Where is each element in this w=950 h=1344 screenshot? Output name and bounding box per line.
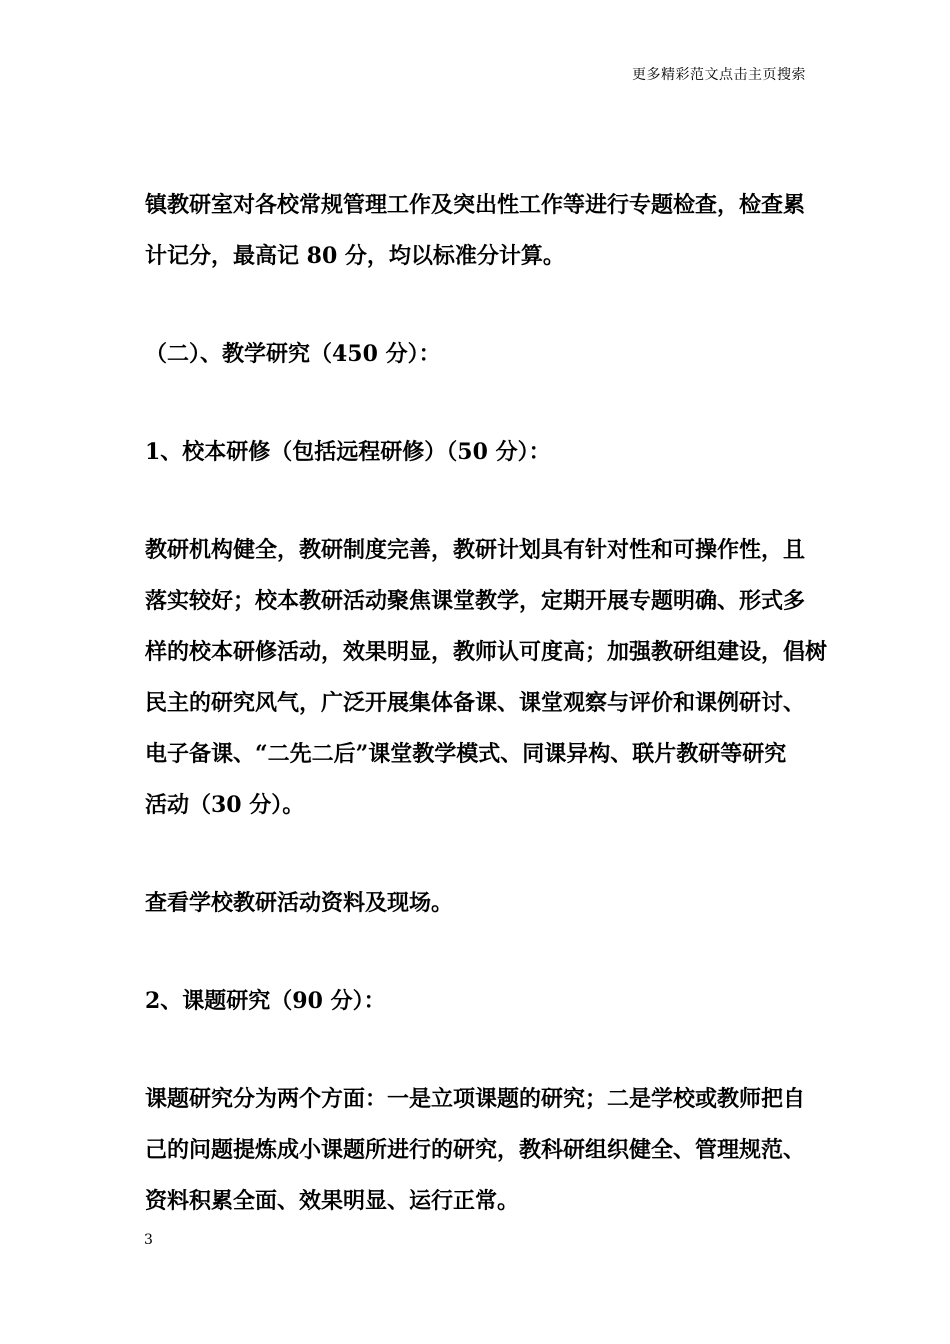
paragraph-topic-research xyxy=(145,1074,811,1227)
subsection-heading-topic-research xyxy=(145,976,811,1027)
text-line: 计记分，最高记 80 分，均以标准分计算。 xyxy=(145,243,565,269)
text-line: 镇教研室对各校常规管理工作及突出性工作等进行专题检查，检查累 xyxy=(145,192,806,218)
text-line: 落实较好；校本教研活动聚焦课堂教学，定期开展专题明确、形式多 xyxy=(145,588,806,614)
subsection-heading-school-training xyxy=(145,427,811,478)
page-number: 3 xyxy=(144,1232,153,1248)
text-line: （二）、教学研究（450 分）： xyxy=(145,341,441,367)
text-line: 1、校本研修（包括远程研修）（50 分）： xyxy=(145,439,551,465)
text-line: 活动（30 分）。 xyxy=(145,792,305,818)
text-line: 2、课题研究（90 分）： xyxy=(145,988,386,1014)
text-line: 电子备课、“二先二后”课堂教学模式、同课异构、联片教研等研究 xyxy=(145,741,787,767)
text-line: 课题研究分为两个方面：一是立项课题的研究；二是学校或教师把自 xyxy=(145,1086,806,1112)
text-line: 己的问题提炼成小课题所进行的研究，教科研组织健全、管理规范、 xyxy=(145,1137,806,1163)
text-line: 教研机构健全，教研制度完善，教研计划具有针对性和可操作性，且 xyxy=(145,537,806,563)
text-line: 资料积累全面、效果明显、运行正常。 xyxy=(145,1188,520,1214)
text-line: 样的校本研修活动，效果明显，教师认可度高；加强教研组建设，倡树 xyxy=(145,639,828,665)
paragraph-inspection-method xyxy=(145,878,811,929)
paragraph-school-training xyxy=(145,525,828,831)
paragraph-inspection xyxy=(145,180,811,282)
text-line: 查看学校教研活动资料及现场。 xyxy=(145,890,454,916)
section-heading-teaching-research xyxy=(145,329,811,380)
document-body xyxy=(145,180,828,1227)
text-line: 民主的研究风气，广泛开展集体备课、课堂观察与评价和课例研讨、 xyxy=(145,690,806,716)
header-note: 更多精彩范文点击主页搜索 xyxy=(632,67,806,83)
